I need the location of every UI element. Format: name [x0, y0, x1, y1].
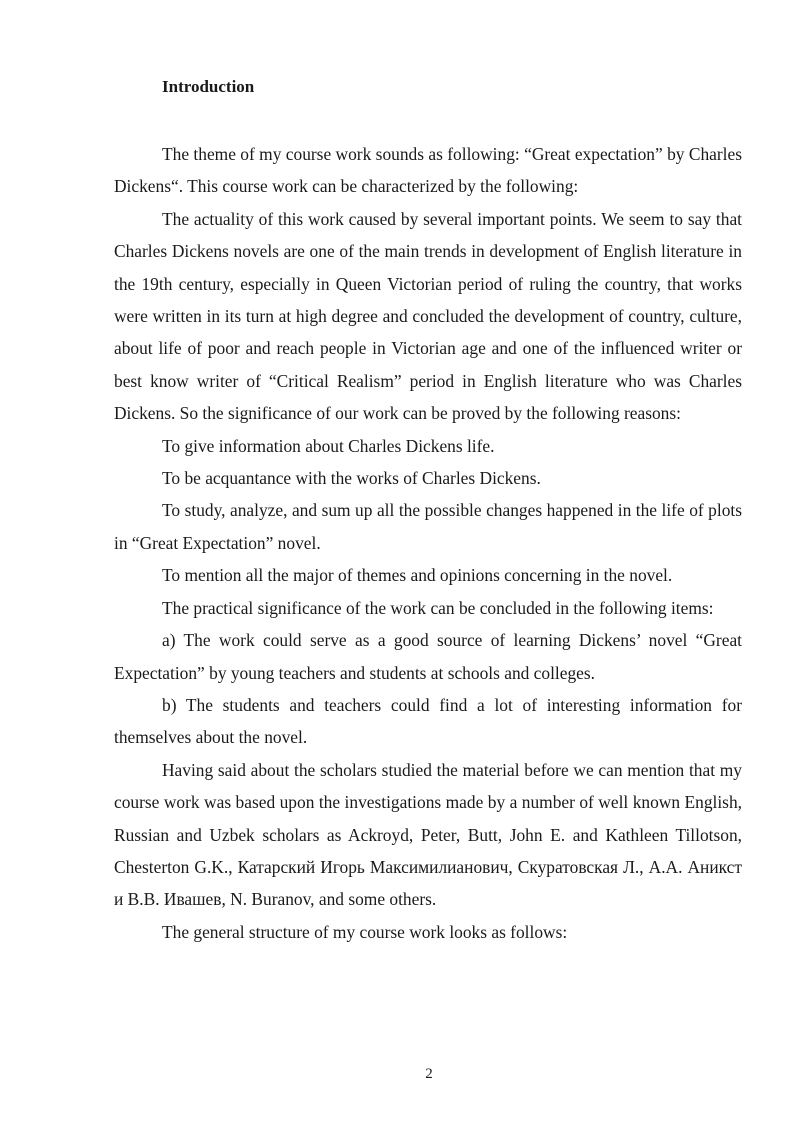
paragraph-aim-themes: To mention all the major of themes and opinions concerning in the novel.	[162, 565, 673, 586]
paragraph-theme: The theme of my course work sounds as following: “Great expectation” by Charles Dickens“. This course work can be characterized by the following:	[114, 144, 742, 197]
paragraph-item-a: a) The work could serve as a good source of learning Dickens’ novel “Great Expectation” by young teachers and students at schools and colleges.	[114, 630, 742, 683]
body-text	[114, 138, 742, 948]
section-heading: Introduction	[162, 77, 255, 96]
paragraph-aim-life: To give information about Charles Dickens life.	[162, 435, 495, 456]
paragraph-scholars: Having said about the scholars studied the material before we can mention that my course work was based upon the investigations made by a number of well known English, Russian and Uzbek scholars as Ackroyd, Peter, Butt, John E. and Kathleen Tillotson, Chesterton G.K., Катарский Игорь Максимилианович, Скуратовская Л., А.А. Аникст и В.В. Ивашев, N. Buranov, and some others.	[114, 759, 742, 910]
paragraph-aim-plots: To study, analyze, and sum up all the possible changes happened in the life of plots in “Great Expectation” novel.	[114, 500, 742, 553]
paragraph-practical-significance: The practical significance of the work can be concluded in the following items:	[162, 597, 714, 618]
paragraph-aim-works: To be acquantance with the works of Charles Dickens.	[162, 468, 541, 489]
paragraph-item-b: b) The students and teachers could find a lot of interesting information for themselves about the novel.	[114, 694, 742, 748]
paragraph-actuality: The actuality of this work caused by several important points. We seem to say that Charles Dickens novels are one of the main trends in development of English literature in the 19th century, especially in Queen Victorian period of ruling the country, that works were written in its turn at high degree and concluded the development of country, culture, about life of poor and reach people in Victorian age and one of the influenced writer or best know writer of “Critical Realism” period in English literature who was Charles Dickens. So the significance of our work can be proved by the following reasons:	[114, 208, 742, 424]
paragraph-structure: The general structure of my course work looks as follows:	[162, 921, 568, 942]
page-number: 2	[425, 1066, 433, 1082]
